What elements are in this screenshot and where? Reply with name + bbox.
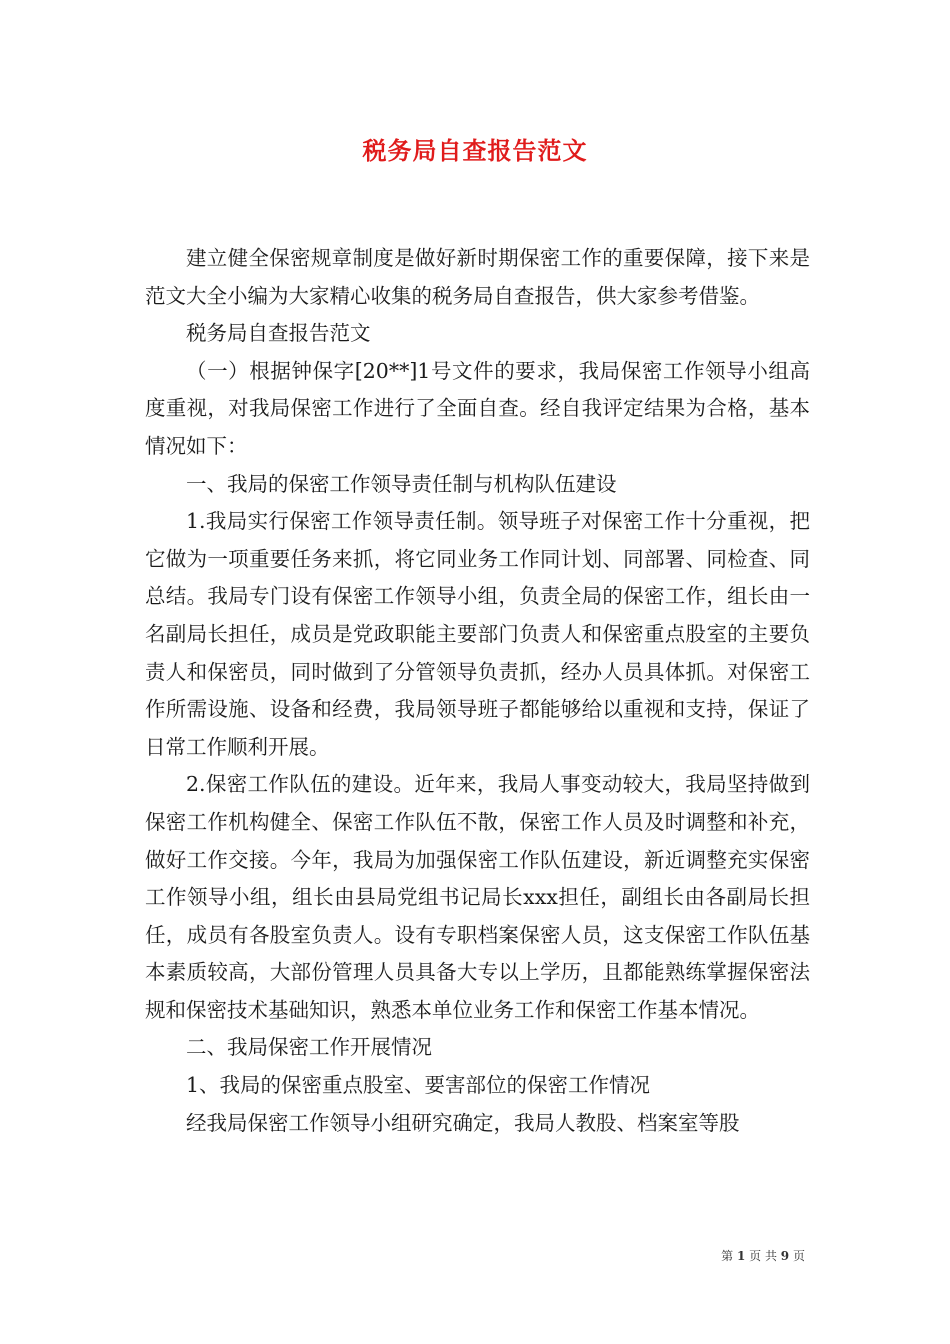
page-footer xyxy=(0,1247,805,1264)
paragraph-item-2: 2.保密工作队伍的建设。近年来，我局人事变动较大，我局坚持做到保密工作机构健全、保密工作队伍不散，保密工作人员及时调整和补充，做好工作交接。今年，我局为加强保密工作队伍建设，新近调整充实保密工作领导小组，组长由县局党组书记局长xxx担任，副组长由各副局长担任，成员有各股室负责人。设有专职档案保密人员，这支保密工作队伍基本素质较高，大部份管理人员具备大专以上学历，且都能熟练掌握保密法规和保密技术基础知识，熟悉本单位业务工作和保密工作基本情况。 xyxy=(145,772,810,1022)
paragraph-subtitle: 税务局自查报告范文 xyxy=(186,321,371,346)
paragraph-section-1: （一）根据钟保字[20**]1号文件的要求，我局保密工作领导小组高度重视，对我局保密工作进行了全面自查。经自我评定结果为合格，基本情况如下： xyxy=(145,358,810,458)
document-title: 税务局自查报告范文 xyxy=(362,136,588,165)
paragraph-item-1: 1.我局实行保密工作领导责任制。领导班子对保密工作十分重视，把它做为一项重要任务来抓，将它同业务工作同计划、同部署、同检查、同总结。我局专门设有保密工作领导小组，负责全局的保密工作，组长由一名副局长担任，成员是党政职能主要部门负责人和保密重点股室的主要负责人和保密员，同时做到了分管领导负责抓，经办人员具体抓。对保密工作所需设施、设备和经费，我局领导班子都能够给以重视和支持，保证了日常工作顺利开展。 xyxy=(145,509,810,759)
footer-current-page: 1 xyxy=(736,1249,746,1263)
footer-prefix: 第 xyxy=(721,1249,734,1263)
footer-middle: 页 共 xyxy=(749,1249,777,1263)
footer-suffix: 页 xyxy=(792,1249,805,1263)
paragraph-heading-1: 一、我局的保密工作领导责任制与机构队伍建设 xyxy=(186,471,617,496)
footer-total-pages: 9 xyxy=(780,1249,790,1263)
paragraph-heading-2: 二、我局保密工作开展情况 xyxy=(186,1035,432,1060)
paragraph-intro: 建立健全保密规章制度是做好新时期保密工作的重要保障，接下来是范文大全小编为大家精心收集的税务局自查报告，供大家参考借鉴。 xyxy=(145,246,810,308)
document-body xyxy=(145,240,810,1142)
paragraph-subheading-1: 1、我局的保密重点股室、要害部位的保密工作情况 xyxy=(186,1073,651,1098)
paragraph-last: 经我局保密工作领导小组研究确定，我局人教股、档案室等股 xyxy=(186,1110,740,1135)
